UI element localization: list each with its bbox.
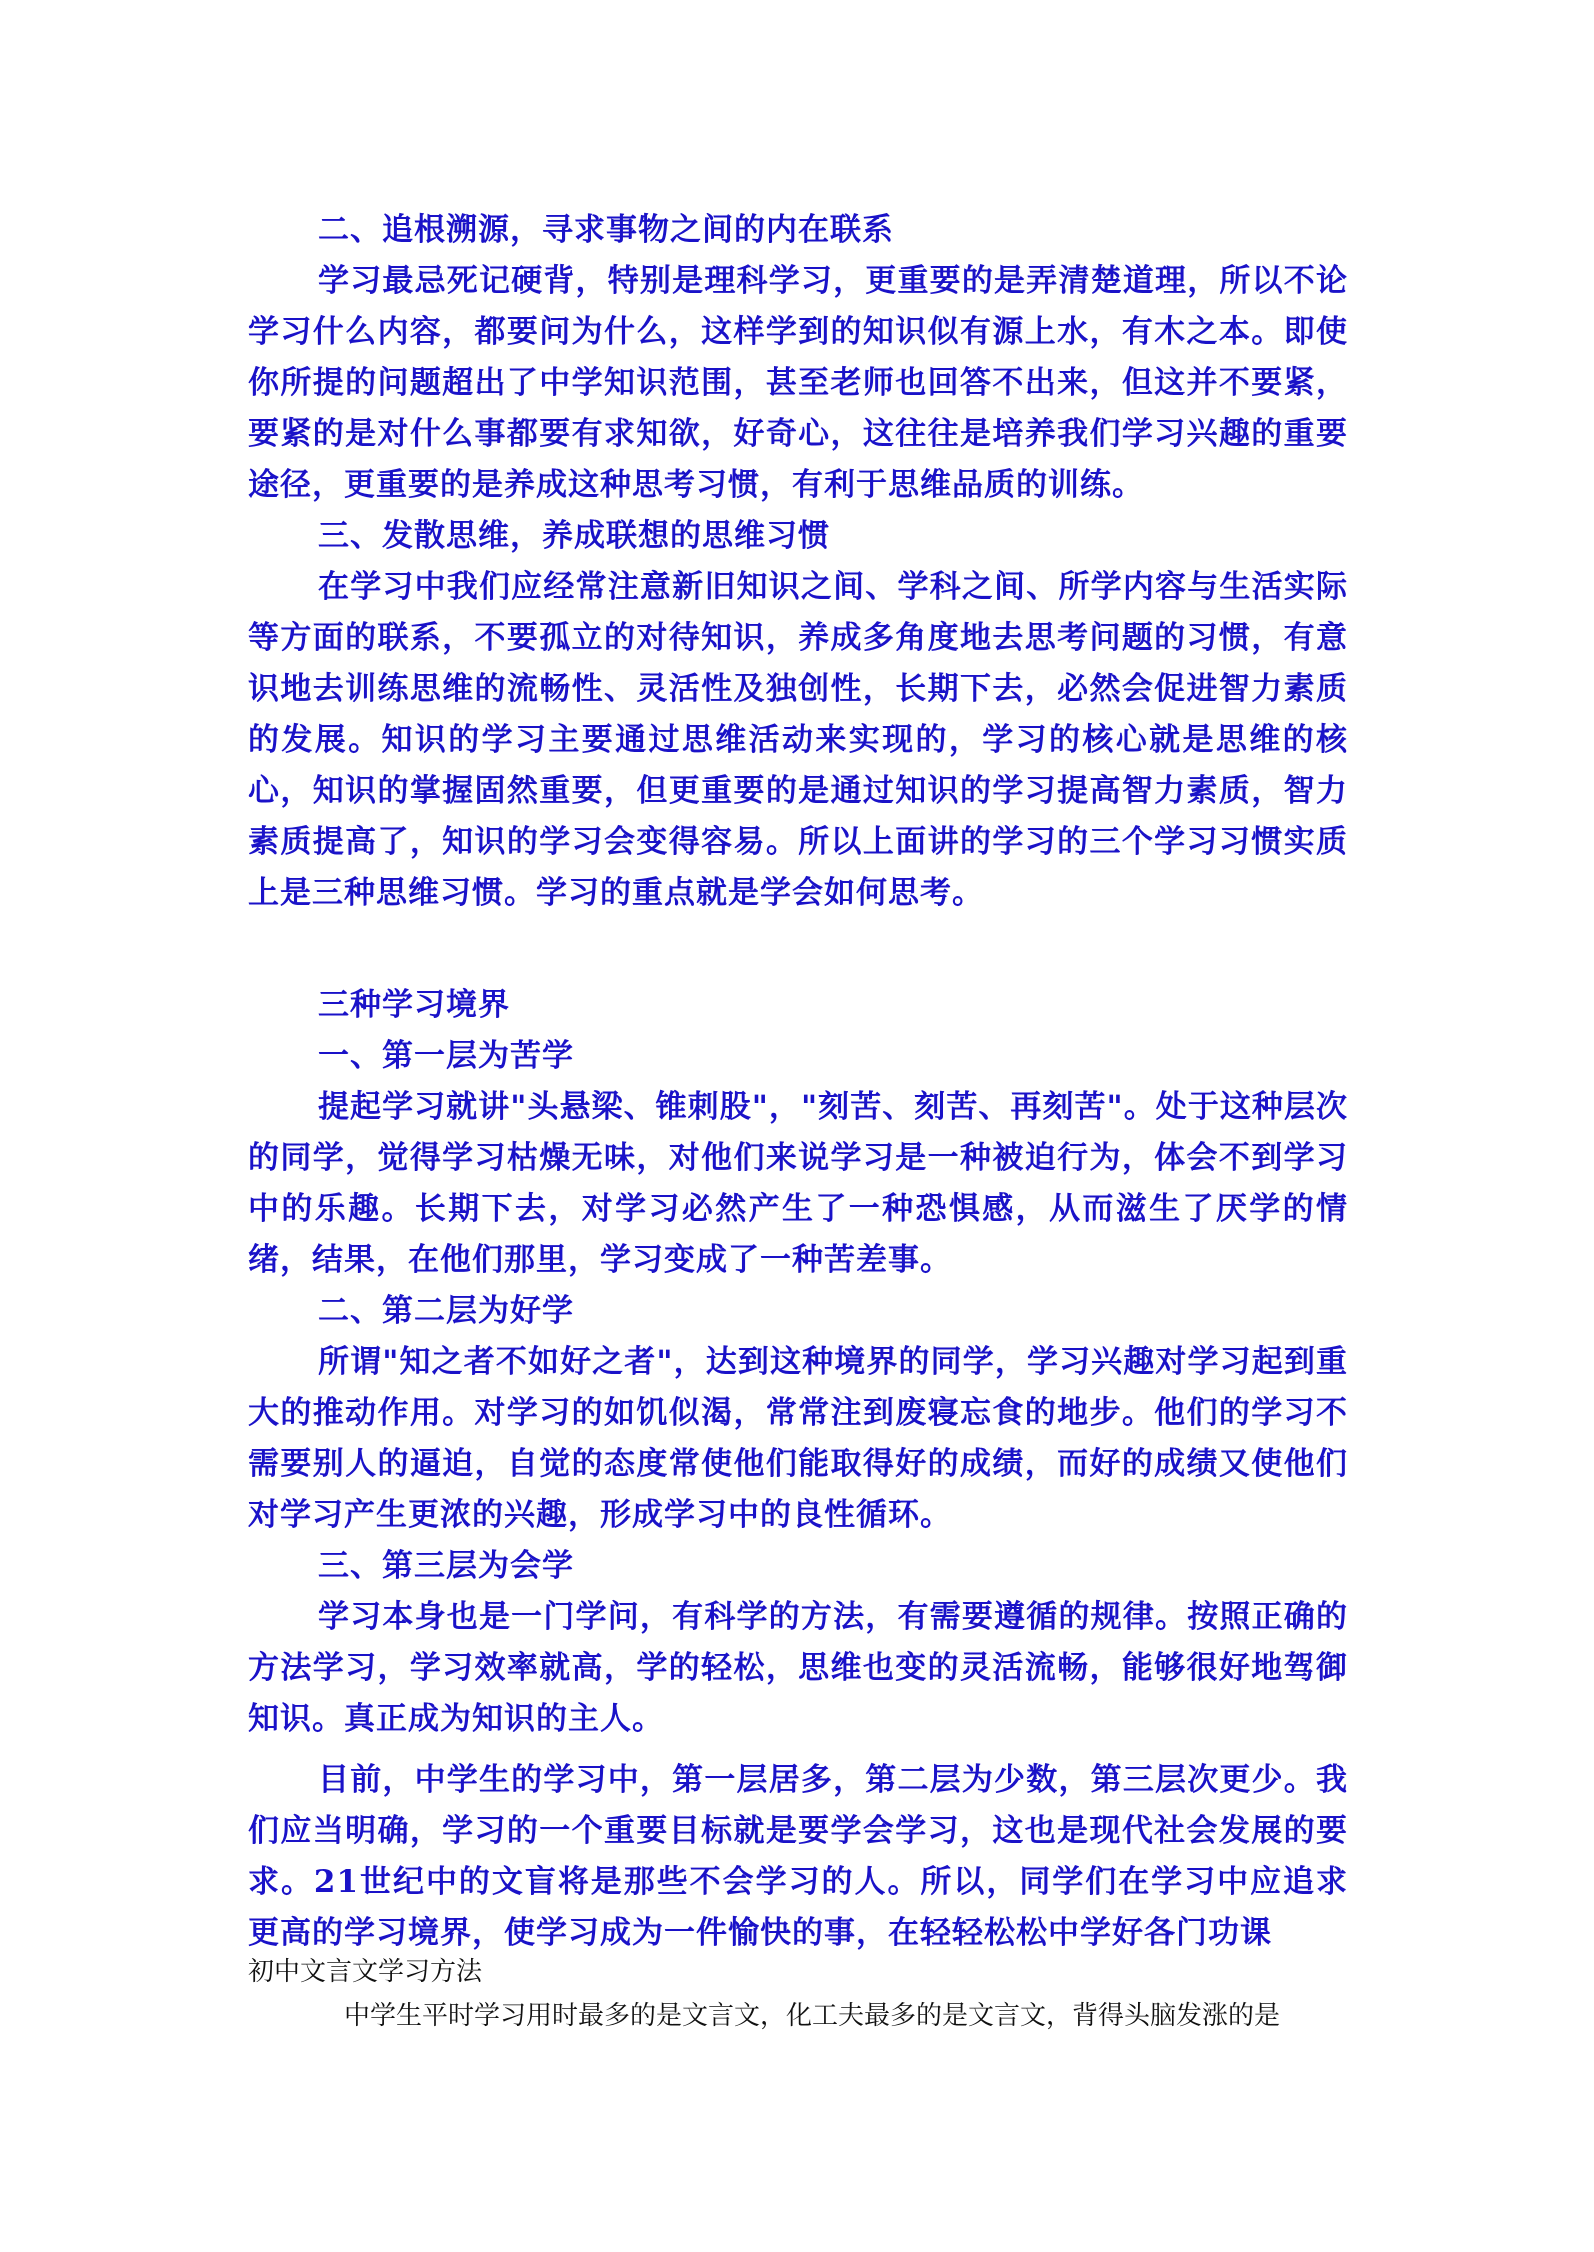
section2-heading: 二、追根溯源，寻求事物之间的内在联系 — [318, 212, 894, 248]
classical-chinese-section — [248, 1950, 1358, 2038]
conclusion-paragraph: 目前，中学生的学习中，第一层居多，第二层为少数，第三层次更少。我们应当明确，学习的一个重要目标就是要学会学习，这也是现代社会发展的要求。21世纪中的文盲将是那些不会学习的人。所以，同学们在学习中应追求更高的学习境界，使学习成为一件愉快的事，在轻轻松松中学好各门功课 — [248, 1762, 1348, 1951]
level3-body: 学习本身也是一门学问，有科学的方法，有需要遵循的规律。按照正确的方法学习，学习效率就高，学的轻松，思维也变的灵活流畅，能够很好地驾御知识。真正成为知识的主人。 — [248, 1599, 1348, 1737]
section-spacer — [248, 919, 1348, 970]
level2-body: 所谓"知之者不如好之者"，达到这种境界的同学，学习兴趣对学习起到重大的推动作用。对学习的如饥似渴，常常注到废寝忘食的地步。他们的学习不需要别人的逼迫，自觉的态度常使他们能取得好的成绩，而好的成绩又使他们对学习产生更浓的兴趣，形成学习中的良性循环。 — [248, 1344, 1348, 1533]
level1-body: 提起学习就讲"头悬梁、锥刺股"，"刻苦、刻苦、再刻苦"。处于这种层次的同学，觉得学习枯燥无味，对他们来说学习是一种被迫行为，体会不到学习中的乐趣。长期下去，对学习必然产生了一种恐惧感，从而滋生了厌学的情绪，结果，在他们那里，学习变成了一种苦差事。 — [248, 1089, 1348, 1278]
level3-heading: 三、第三层为会学 — [318, 1548, 574, 1584]
classical-intro: 中学生平时学习用时最多的是文言文，化工夫最多的是文言文，背得头脑发涨的是 — [344, 2001, 1281, 2031]
section3-heading: 三、发散思维，养成联想的思维习惯 — [318, 518, 830, 554]
section2-body: 学习最忌死记硬背，特别是理科学习，更重要的是弄清楚道理，所以不论学习什么内容，都要问为什么，这样学到的知识似有源上水，有木之本。即使你所提的问题超出了中学知识范围，甚至老师也回答不出来，但这并不要紧，要紧的是对什么事都要有求知欲，好奇心，这往往是培养我们学习兴趣的重要途径，更重要的是养成这种思考习惯，有利于思维品质的训练。 — [248, 263, 1348, 503]
realms-title: 三种学习境界 — [318, 987, 510, 1023]
classical-title: 初中文言文学习方法 — [248, 1957, 483, 1987]
main-text-block — [248, 205, 1348, 1959]
level1-heading: 一、第一层为苦学 — [318, 1038, 574, 1074]
level2-heading: 二、第二层为好学 — [318, 1293, 574, 1329]
section3-body: 在学习中我们应经常注意新旧知识之间、学科之间、所学内容与生活实际等方面的联系，不要孤立的对待知识，养成多角度地去思考问题的习惯，有意识地去训练思维的流畅性、灵活性及独创性，长期下去，必然会促进智力素质的发展。知识的学习主要通过思维活动来实现的，学习的核心就是思维的核心，知识的掌握固然重要，但更重要的是通过知识的学习提高智力素质，智力素质提高了，知识的学习会变得容易。所以上面讲的学习的三个学习习惯实质上是三种思维习惯。学习的重点就是学会如何思考。 — [248, 569, 1348, 911]
